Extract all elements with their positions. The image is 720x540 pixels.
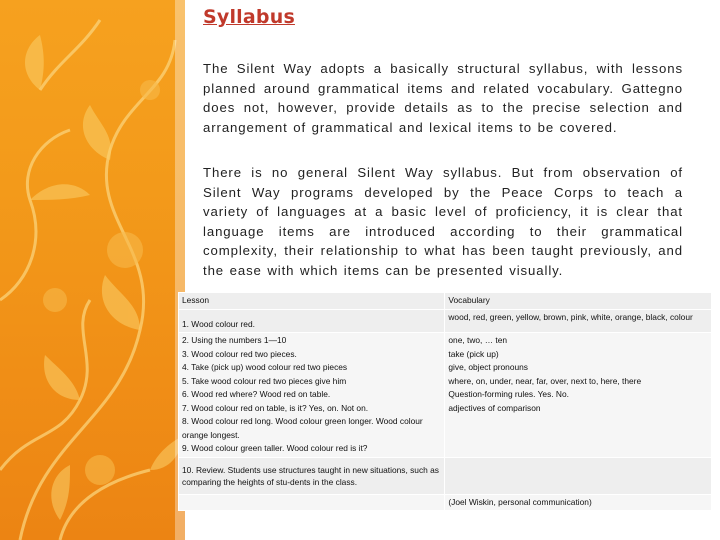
table-row [179,457,712,494]
lesson-line: 8. Wood colour red long. Wood colour green longer. Wood colour orange longest. [182,416,423,440]
table-row [179,309,712,333]
decorative-floral-panel [0,0,185,540]
vocabulary-cell [445,457,712,494]
empty-cell [179,494,445,511]
vocabulary-cell-block [445,333,712,458]
header-vocabulary: Vocabulary [445,293,712,310]
syllabus-table [178,292,712,511]
lesson-line: 2. Using the numbers 1—10 [182,335,287,345]
lesson-line: 6. Wood red where? Wood red on table. [182,389,331,399]
lesson-cell-block [179,333,445,458]
vocabulary-cell: wood, red, green, yellow, brown, pink, white, orange, black, colour [445,309,712,333]
table-source-row [179,494,712,511]
lesson-line: 4. Take (pick up) wood colour red two pieces [182,362,348,372]
floral-swirl-art [0,0,185,540]
lesson-cell: 1. Wood colour red. [179,309,445,333]
source-citation: (Joel Wiskin, personal communication) [445,494,712,511]
lesson-line: 3. Wood colour red two pieces. [182,348,297,359]
paragraph-structural-syllabus: The Silent Way adopts a basically structural syllabus, with lessons planned around grammatical items and related vocabulary. Gattegno does not, however, provide details as to the precise selection and arrangement of grammatical and lexical items to be covered. [203,61,683,135]
paragraph-no-general-syllabus: There is no general Silent Way syllabus. But from observation of Silent Way programs developed by the Peace Corps to teach a variety of languages at a basic level of proficiency, it is clear that language items are introduced according to their grammatical complexity, their relationship to what has been taught previously, and the ease with which items can be presented visually. [203,165,683,278]
lesson-line: 5. Take wood colour red two pieces give him [182,375,347,386]
lesson-line: 9. Wood colour green taller. Wood colour red is it? [182,443,368,453]
vocabulary-line: take (pick up) [448,348,499,359]
vocabulary-line: adjectives of comparison [448,402,541,413]
table-header-row [179,293,712,310]
header-lesson: Lesson [179,293,445,310]
slide-title: Syllabus [203,6,295,28]
vocabulary-line: one, two, … ten [448,335,508,345]
table-row [179,333,712,458]
vocabulary-line: give, object pronouns [448,362,528,372]
lesson-cell: 10. Review. Students use structures taught in new situations, such as comparing the heights of stu-dents in the class. [179,457,445,494]
vocabulary-line: where, on, under, near, far, over, next to, here, there [448,375,642,386]
lesson-line: 7. Wood colour red on table, is it? Yes, on. Not on. [182,402,369,413]
vocabulary-line: Question-forming rules. Yes. No. [448,389,569,399]
